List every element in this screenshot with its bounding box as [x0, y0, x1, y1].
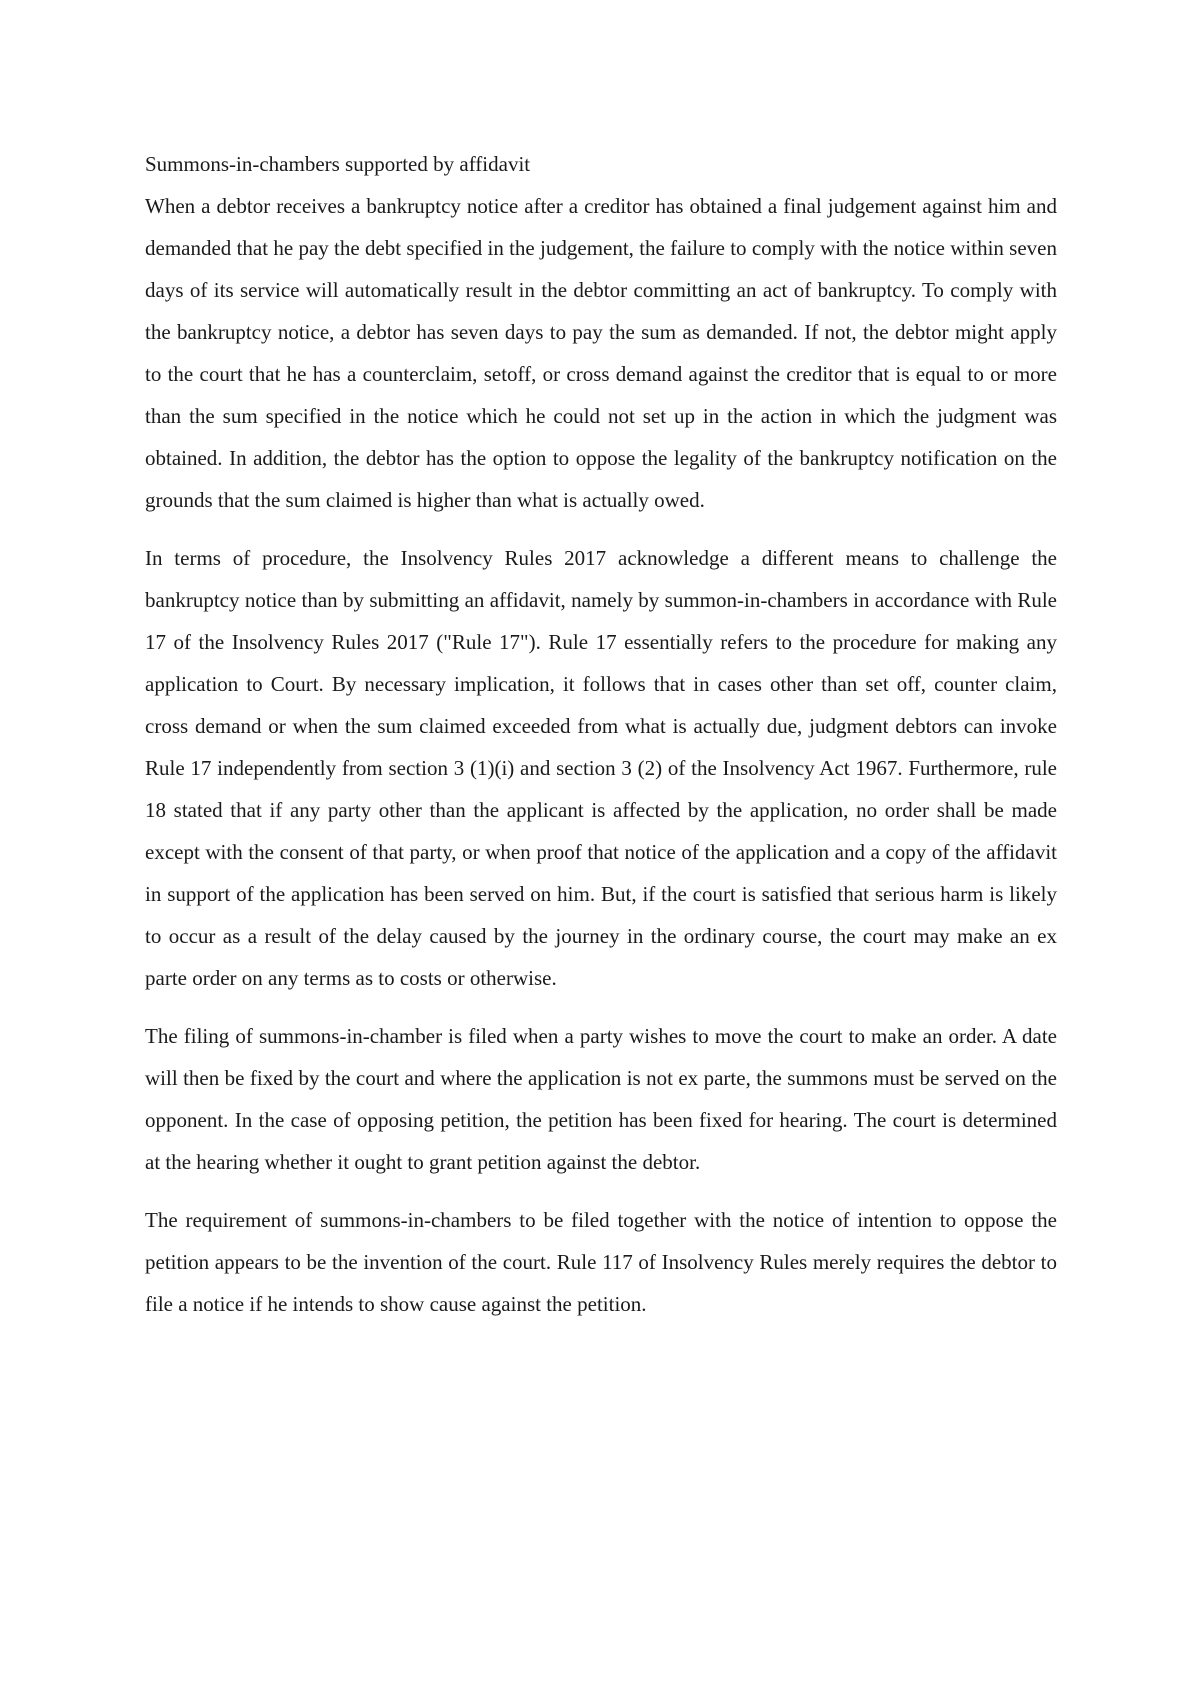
paragraph-2: In terms of procedure, the Insolvency Rules 2017 acknowledge a different means to challenge the bankruptcy notice than by submitting an affidavit, namely by summon-in-chambers in accordance with Rule 17 of the Insolvency Rules 2017 ("Rule 17"). Rule 17 essentially refers to the procedure for making any application to Court. By necessary implication, it follows that in cases other than set off, counter claim, cross demand or when the sum claimed exceeded from what is actually due, judgment debtors can invoke Rule 17 independently from section 3 (1)(i) and section 3 (2) of the Insolvency Act 1967. Furthermore, rule 18 stated that if any party other than the applicant is affected by the application, no order shall be made except with the consent of that party, or when proof that notice of the application and a copy of the affidavit in support of the application has been served on him. But, if the court is satisfied that serious harm is likely to occur as a result of the delay caused by the journey in the ordinary course, the court may make an ex parte order on any terms as to costs or otherwise. [145, 546, 1057, 990]
paragraph-3: The filing of summons-in-chamber is filed when a party wishes to move the court to make an order. A date will then be fixed by the court and where the application is not ex parte, the summons must be served on the opponent. In the case of opposing petition, the petition has been fixed for hearing. The court is determined at the hearing whether it ought to grant petition against the debtor. [145, 1024, 1057, 1174]
paragraph-1: When a debtor receives a bankruptcy notice after a creditor has obtained a final judgement against him and demanded that he pay the debt specified in the judgement, the failure to comply with the notice within seven days of its service will automatically result in the debtor committing an act of bankruptcy. To comply with the bankruptcy notice, a debtor has seven days to pay the sum as demanded. If not, the debtor might apply to the court that he has a counterclaim, setoff, or cross demand against the creditor that is equal to or more than the sum specified in the notice which he could not set up in the action in which the judgment was obtained. In addition, the debtor has the option to oppose the legality of the bankruptcy notification on the grounds that the sum claimed is higher than what is actually owed. [145, 194, 1057, 512]
document-body [145, 143, 1057, 1341]
section-heading: Summons-in-chambers supported by affidavit [145, 152, 531, 176]
paragraph-4: The requirement of summons-in-chambers to be filed together with the notice of intention to oppose the petition appears to be the invention of the court. Rule 117 of Insolvency Rules merely requires the debtor to file a notice if he intends to show cause against the petition. [145, 1208, 1057, 1316]
